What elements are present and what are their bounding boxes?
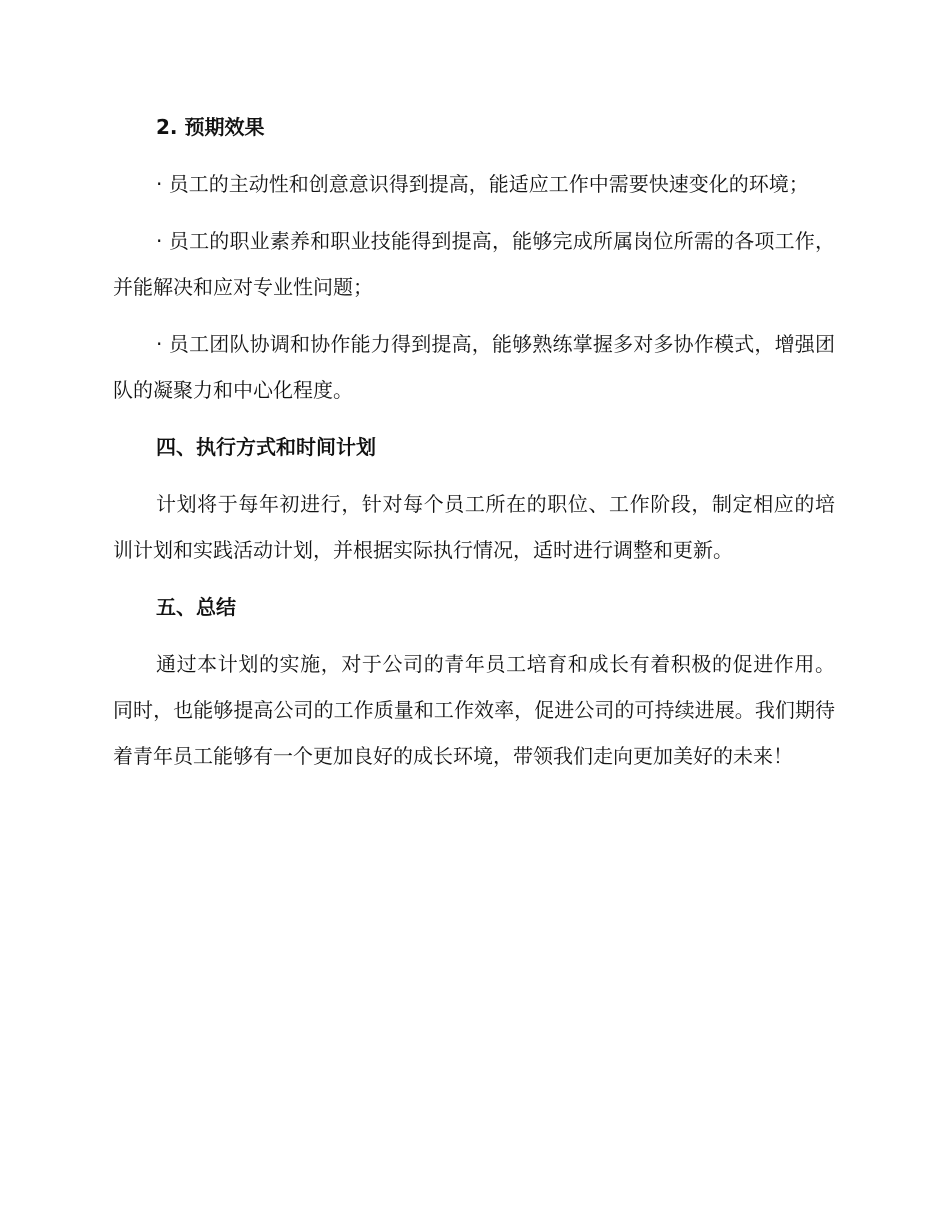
expected-effects-heading: 2. 预期效果 [156,115,265,139]
expected-effect-bullet-3: · 员工团队协调和协作能力得到提高，能够熟练掌握多对多协作模式，增强团队的凝聚力和中心化程度。 [113,332,835,402]
execution-plan-paragraph: 计划将于每年初进行，针对每个员工所在的职位、工作阶段，制定相应的培训计划和实践活动计划，并根据实际执行情况，适时进行调整和更新。 [113,492,835,562]
expected-effect-bullet-1: · 员工的主动性和创意意识得到提高，能适应工作中需要快速变化的环境； [156,172,809,196]
summary-paragraph: 通过本计划的实施，对于公司的青年员工培育和成长有着积极的促进作用。同时，也能够提高公司的工作质量和工作效率，促进公司的可持续进展。我们期待着青年员工能够有一个更加良好的成长环境，带领我们走向更加美好的未来！ [113,652,835,768]
expected-effect-bullet-2: · 员工的职业素养和职业技能得到提高，能够完成所属岗位所需的各项工作，并能解决和应对专业性问题； [113,229,835,299]
document-page [113,104,835,790]
summary-heading: 五、总结 [156,595,236,619]
execution-plan-heading: 四、执行方式和时间计划 [156,435,376,459]
